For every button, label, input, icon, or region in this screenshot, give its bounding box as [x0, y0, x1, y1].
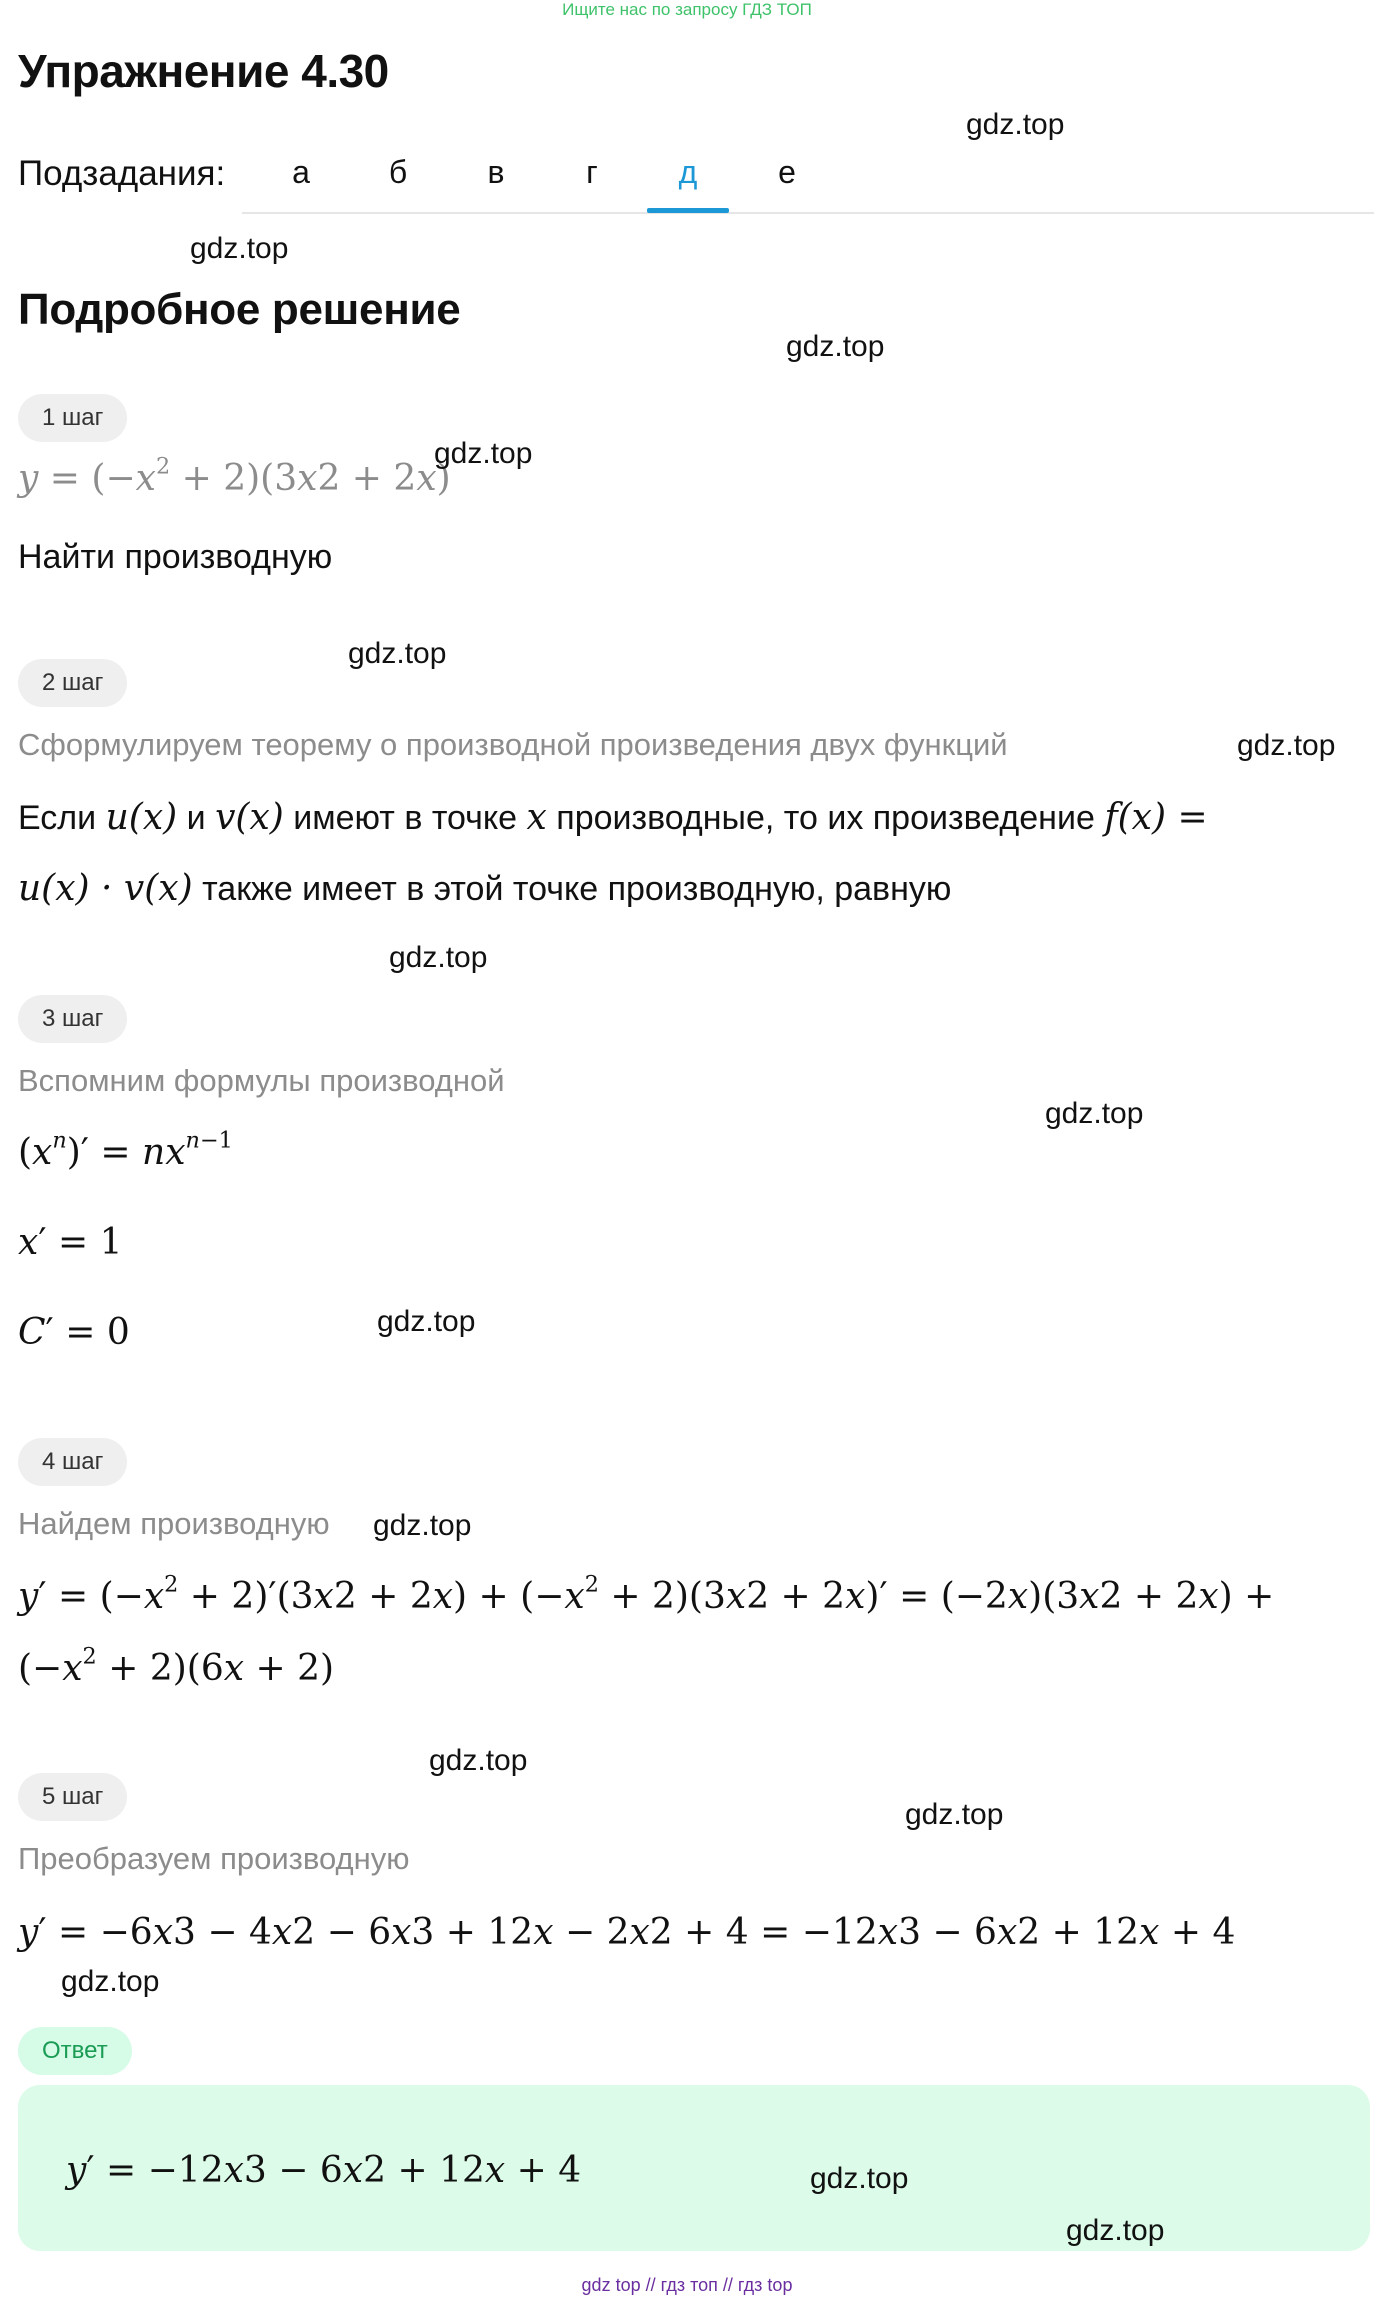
tab-e[interactable]: е	[778, 154, 796, 190]
watermark: gdz.top	[429, 1744, 528, 1777]
watermark: gdz.top	[786, 330, 885, 363]
tab-v[interactable]: в	[487, 154, 505, 190]
answer-badge: Ответ	[18, 2027, 132, 2075]
theorem-x: x	[526, 797, 547, 838]
step-2-theorem-line-1	[18, 797, 1208, 838]
watermark: gdz.top	[810, 2162, 909, 2195]
watermark: gdz.top	[1066, 2214, 1165, 2247]
tab-g[interactable]: г	[586, 154, 598, 190]
tabs-divider	[242, 212, 1374, 214]
theorem-word: также имеет в этой точке производную, равную	[202, 870, 952, 908]
theorem-word: Если	[18, 799, 97, 837]
watermark: gdz.top	[377, 1305, 476, 1338]
solution-heading: Подробное решение	[18, 285, 461, 334]
theorem-f: f(x) =	[1104, 797, 1208, 838]
answer-formula: y′ = −12x3 − 6x2 + 12x + 4	[66, 2150, 582, 2191]
subtasks-label: Подзадания:	[18, 154, 226, 193]
top-banner: Ищите нас по запросу ГДЗ ТОП	[562, 0, 812, 19]
tab-b[interactable]: б	[388, 154, 408, 190]
step-5-badge: 5 шаг	[18, 1773, 127, 1821]
watermark: gdz.top	[373, 1509, 472, 1542]
formula-const: C′ = 0	[18, 1312, 130, 1353]
active-tab-indicator	[647, 208, 729, 213]
step-3-badge: 3 шаг	[18, 995, 127, 1043]
derivative-line-1: $y' = (-x^2 + 2)'(3x2 + 2x) + (-x^2 + 2)(3x2 + 2x)' = (-2x)(3x2 + 2x)$ +	[18, 1571, 1275, 1617]
step-1-badge: 1 шаг	[18, 394, 127, 442]
formula-x: x′ = 1	[18, 1222, 123, 1263]
tab-a[interactable]: а	[292, 154, 310, 190]
step-2-badge: 2 шаг	[18, 659, 127, 707]
watermark: gdz.top	[1045, 1097, 1144, 1130]
step-2-theorem-line-2	[18, 868, 951, 909]
tab-d[interactable]: д	[678, 154, 698, 190]
theorem-word: имеют в точке	[293, 799, 518, 837]
theorem-v: v(x)	[215, 797, 284, 838]
watermark: gdz.top	[905, 1798, 1004, 1831]
theorem-uv: u(x) · v(x)	[18, 868, 193, 909]
watermark: gdz.top	[1237, 729, 1336, 762]
watermark: gdz.top	[434, 437, 533, 470]
step-3-hint: Вспомним формулы производной	[18, 1063, 505, 1098]
footer-links[interactable]: gdz top // гдз топ // гдз top	[581, 2275, 793, 2295]
watermark: gdz.top	[61, 1965, 160, 1998]
theorem-word: производные, то их произведение	[556, 799, 1095, 837]
watermark: gdz.top	[966, 108, 1065, 141]
step-5-hint: Преобразуем производную	[18, 1841, 410, 1876]
theorem-word: и	[186, 799, 206, 837]
watermark: gdz.top	[190, 232, 289, 265]
step-2-hint: Сформулируем теорему о производной произведения двух функций	[18, 727, 1008, 762]
simplified-derivative: y′ = −6x3 − 4x2 − 6x3 + 12x − 2x2 + 4 = −12x3 − 6x2 + 12x + 4	[18, 1912, 1236, 1953]
step-1-text: Найти производную	[18, 538, 333, 576]
theorem-u: u(x)	[105, 797, 178, 838]
step-4-hint: Найдем производную	[18, 1506, 330, 1541]
step-1-function: $y = (-x^2 + 2)(3x2 + 2x)$	[18, 453, 451, 499]
watermark: gdz.top	[348, 637, 447, 670]
watermark: gdz.top	[389, 941, 488, 974]
page-title: Упражнение 4.30	[18, 45, 389, 97]
step-4-badge: 4 шаг	[18, 1438, 127, 1486]
formula-power: $(x^n)' = nx^{n-1}$	[18, 1127, 233, 1173]
derivative-line-2: $(-x^2 + 2)(6x + 2)$	[18, 1643, 335, 1689]
